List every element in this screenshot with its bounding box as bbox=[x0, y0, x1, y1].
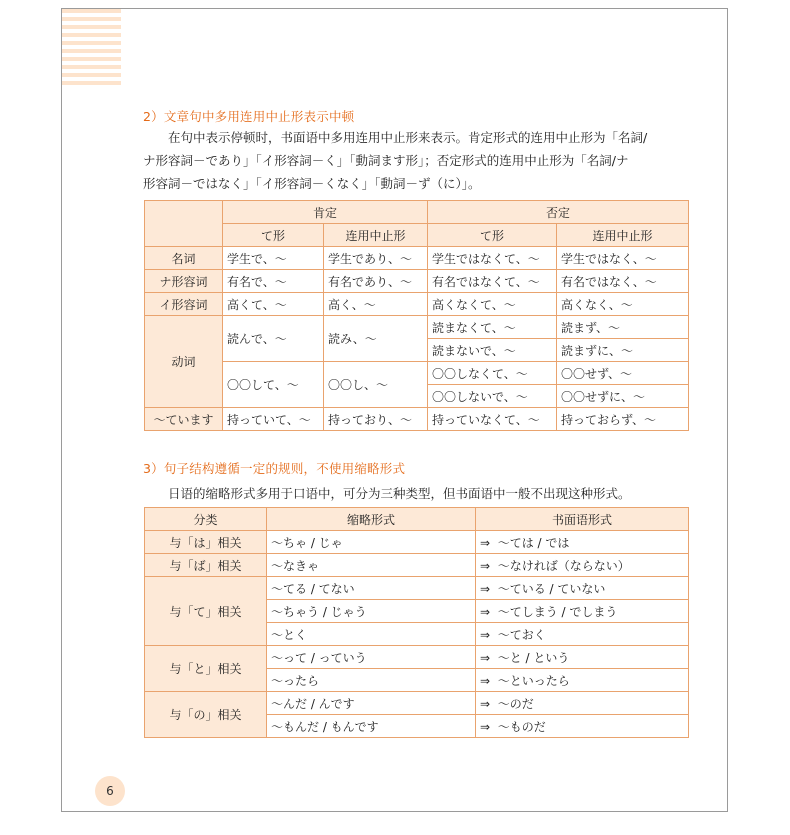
table-cell: 学生であり、～ bbox=[324, 247, 428, 270]
table-row bbox=[145, 247, 689, 270]
table-cell: 読んで、～ bbox=[223, 316, 324, 362]
table-cell: ～てる / てない bbox=[267, 577, 476, 600]
para-line-3: 形容詞－ではなく」「イ形容詞－くなく」「動詞－ず（に）」。 bbox=[143, 176, 481, 191]
arrow-icon: ⇒ bbox=[480, 535, 491, 550]
table-cell: 高くなく、～ bbox=[557, 293, 689, 316]
table-cell: 〇〇し、～ bbox=[324, 362, 428, 408]
table-row bbox=[145, 646, 689, 669]
arrow-icon: ⇒ bbox=[480, 673, 491, 688]
table-cell: 〇〇しないで、～ bbox=[428, 385, 557, 408]
row-label: 动词 bbox=[145, 316, 223, 408]
written-form: ～ものだ bbox=[497, 719, 546, 734]
table-cell bbox=[476, 577, 689, 600]
header-category: 分类 bbox=[145, 508, 267, 531]
table-cell: 学生で、～ bbox=[223, 247, 324, 270]
table-cell bbox=[476, 715, 689, 738]
table-cell: ～ったら bbox=[267, 669, 476, 692]
decorative-stripes bbox=[62, 9, 121, 92]
table-cell bbox=[476, 669, 689, 692]
table-cell: 読み、～ bbox=[324, 316, 428, 362]
table-row bbox=[145, 692, 689, 715]
table-cell: 持っておらず、～ bbox=[557, 408, 689, 431]
section-2-paragraph bbox=[143, 126, 691, 195]
table-cell: 有名であり、～ bbox=[324, 270, 428, 293]
subheader-te-form-neg: て形 bbox=[428, 224, 557, 247]
table-row bbox=[145, 293, 689, 316]
table-cell: 読まず、～ bbox=[557, 316, 689, 339]
table-cell bbox=[476, 623, 689, 646]
table-cell: 〇〇せず、～ bbox=[557, 362, 689, 385]
written-form: ～てしまう / でしまう bbox=[497, 604, 618, 619]
table-cell bbox=[476, 531, 689, 554]
table-cell: 読まなくて、～ bbox=[428, 316, 557, 339]
table-header-row bbox=[145, 201, 689, 224]
header-affirmative: 肯定 bbox=[223, 201, 428, 224]
arrow-icon: ⇒ bbox=[480, 650, 491, 665]
row-label: 与「ば」相关 bbox=[145, 554, 267, 577]
table-cell: ～んだ / んです bbox=[267, 692, 476, 715]
written-form: ～ている / ていない bbox=[497, 581, 606, 596]
header-negative: 否定 bbox=[428, 201, 689, 224]
table-row bbox=[145, 316, 689, 339]
header-abbreviated: 缩略形式 bbox=[267, 508, 476, 531]
table-cell: 有名で、～ bbox=[223, 270, 324, 293]
table-row bbox=[145, 408, 689, 431]
section-3-heading: 3）句子结构遵循一定的规则，不使用缩略形式 bbox=[143, 461, 406, 476]
row-label: 与「は」相关 bbox=[145, 531, 267, 554]
written-form: ～といったら bbox=[497, 673, 570, 688]
table-cell: 読まずに、～ bbox=[557, 339, 689, 362]
table-cell: 学生ではなく、～ bbox=[557, 247, 689, 270]
table-cell: 持っていなくて、～ bbox=[428, 408, 557, 431]
row-label: イ形容词 bbox=[145, 293, 223, 316]
table-cell: 〇〇せずに、～ bbox=[557, 385, 689, 408]
table-cell: 高くなくて、～ bbox=[428, 293, 557, 316]
section-2-heading: 2）文章句中多用连用中止形表示中顿 bbox=[143, 109, 355, 124]
written-form: ～のだ bbox=[497, 696, 534, 711]
table-cell: ～って / っていう bbox=[267, 646, 476, 669]
arrow-icon: ⇒ bbox=[480, 604, 491, 619]
table-cell: 学生ではなくて、～ bbox=[428, 247, 557, 270]
table-row bbox=[145, 554, 689, 577]
table-cell bbox=[476, 692, 689, 715]
table-row bbox=[145, 531, 689, 554]
row-label: ～ています bbox=[145, 408, 223, 431]
row-label: ナ形容词 bbox=[145, 270, 223, 293]
table-cell bbox=[476, 554, 689, 577]
table-cell: ～ちゃう / じゃう bbox=[267, 600, 476, 623]
table-cell bbox=[476, 646, 689, 669]
table-cell: 〇〇しなくて、～ bbox=[428, 362, 557, 385]
row-label: 名词 bbox=[145, 247, 223, 270]
written-form: ～ては / では bbox=[497, 535, 570, 550]
table-cell: 読まないで、～ bbox=[428, 339, 557, 362]
written-form: ～と / という bbox=[497, 650, 570, 665]
table-cell: ～もんだ / もんです bbox=[267, 715, 476, 738]
para-line-1: 在句中表示停顿时，书面语中多用连用中止形来表示。肯定形式的连用中止形为「名詞/ bbox=[168, 130, 648, 145]
table-cell: 高く、～ bbox=[324, 293, 428, 316]
header-written: 书面语形式 bbox=[476, 508, 689, 531]
table-row bbox=[145, 362, 689, 385]
table-cell: 高くて、～ bbox=[223, 293, 324, 316]
table-row bbox=[145, 577, 689, 600]
subheader-te-form: て形 bbox=[223, 224, 324, 247]
written-form: ～ておく bbox=[497, 627, 546, 642]
row-label: 与「と」相关 bbox=[145, 646, 267, 692]
table-cell: ～なきゃ bbox=[267, 554, 476, 577]
table-cell: 〇〇して、～ bbox=[223, 362, 324, 408]
renyou-chuushi-table bbox=[144, 200, 689, 431]
table-cell bbox=[476, 600, 689, 623]
table-cell: ～ちゃ / じゃ bbox=[267, 531, 476, 554]
section-3-paragraph: 日语的缩略形式多用于口语中，可分为三种类型，但书面语中一般不出现这种形式。 bbox=[168, 486, 631, 501]
arrow-icon: ⇒ bbox=[480, 558, 491, 573]
para-line-2: ナ形容詞－であり」「イ形容詞－く」「動詞ます形」；否定形式的连用中止形为「名詞/ナ bbox=[143, 153, 629, 168]
corner-cell bbox=[145, 201, 223, 247]
arrow-icon: ⇒ bbox=[480, 696, 491, 711]
table-subheader-row bbox=[145, 224, 689, 247]
arrow-icon: ⇒ bbox=[480, 719, 491, 734]
arrow-icon: ⇒ bbox=[480, 627, 491, 642]
subheader-renyou-neg: 连用中止形 bbox=[557, 224, 689, 247]
table-row bbox=[145, 270, 689, 293]
subheader-renyou: 连用中止形 bbox=[324, 224, 428, 247]
table-cell: 持っていて、～ bbox=[223, 408, 324, 431]
arrow-icon: ⇒ bbox=[480, 581, 491, 596]
row-label: 与「の」相关 bbox=[145, 692, 267, 738]
table-cell: ～とく bbox=[267, 623, 476, 646]
table-cell: 有名ではなくて、～ bbox=[428, 270, 557, 293]
row-label: 与「て」相关 bbox=[145, 577, 267, 646]
table-header-row bbox=[145, 508, 689, 531]
abbreviation-table bbox=[144, 507, 689, 738]
page-number: 6 bbox=[95, 776, 125, 806]
table-cell: 持っており、～ bbox=[324, 408, 428, 431]
table-cell: 有名ではなく、～ bbox=[557, 270, 689, 293]
written-form: ～なければ（ならない） bbox=[497, 558, 630, 573]
